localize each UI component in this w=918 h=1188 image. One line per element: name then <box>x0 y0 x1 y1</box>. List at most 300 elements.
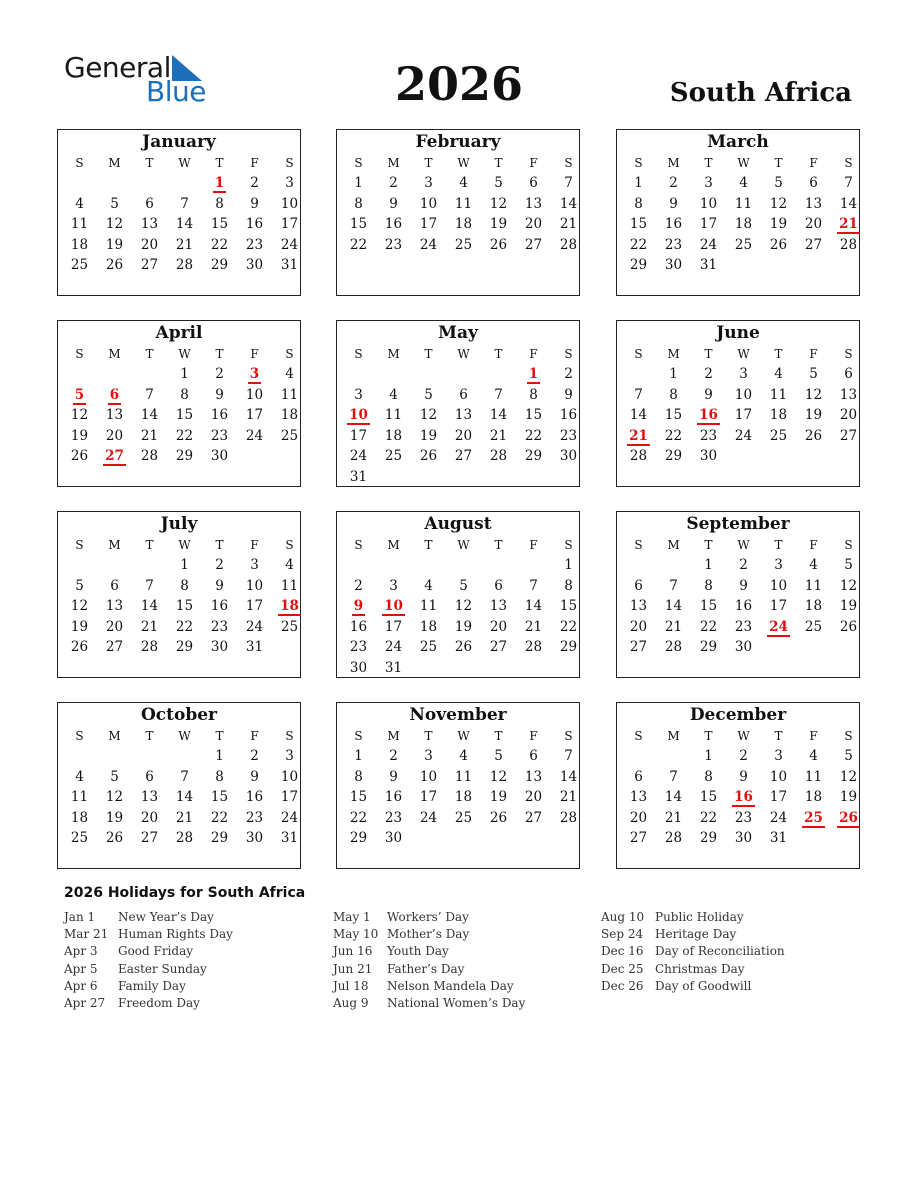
day-cell: 29 <box>699 830 718 847</box>
holiday-day-cell: 21 <box>839 216 858 233</box>
weekday-header: W <box>457 156 470 170</box>
month-august <box>336 511 580 678</box>
weekday-header: T <box>215 156 224 170</box>
day-cell: 12 <box>105 216 124 233</box>
weekday-header: M <box>387 729 400 743</box>
day-cell: 17 <box>280 216 299 233</box>
weekday-header: S <box>634 347 643 361</box>
day-cell: 19 <box>105 809 124 826</box>
day-cell: 14 <box>839 195 858 212</box>
day-cell: 2 <box>669 175 678 191</box>
day-cell: 19 <box>105 236 124 253</box>
day-cell: 24 <box>280 236 299 253</box>
day-cell: 3 <box>774 557 783 573</box>
month-february <box>336 129 580 296</box>
weekday-header: S <box>564 156 573 170</box>
day-cell: 27 <box>839 427 858 444</box>
month-grid <box>621 153 859 276</box>
weekday-header: M <box>108 156 121 170</box>
day-cell: 15 <box>210 789 229 806</box>
day-cell: 5 <box>809 366 818 382</box>
month-name: April <box>155 323 203 343</box>
day-cell: 27 <box>454 448 473 465</box>
logo-text-blue: Blue <box>146 75 206 108</box>
day-cell: 6 <box>634 577 643 594</box>
weekday-header: M <box>108 538 121 552</box>
day-cell: 2 <box>739 557 748 573</box>
day-cell: 10 <box>769 768 788 785</box>
weekday-header: M <box>387 347 400 361</box>
day-cell: 15 <box>699 789 718 806</box>
empty-cell <box>62 173 97 194</box>
empty-cell <box>341 555 376 576</box>
holiday-name: Public Holiday <box>655 910 744 924</box>
day-cell: 29 <box>210 257 229 274</box>
day-cell: 26 <box>105 257 124 274</box>
day-cell: 21 <box>559 216 578 233</box>
day-cell: 17 <box>349 427 368 444</box>
day-cell: 27 <box>804 236 823 253</box>
month-january <box>57 129 301 296</box>
holiday-row <box>601 978 785 995</box>
month-april <box>57 320 301 487</box>
day-cell: 27 <box>629 639 648 656</box>
holiday-date: Apr 6 <box>64 978 98 993</box>
day-cell: 9 <box>669 195 678 212</box>
day-cell: 13 <box>454 407 473 424</box>
holiday-row <box>601 961 785 978</box>
weekday-header: S <box>564 538 573 552</box>
day-cell: 8 <box>215 195 224 212</box>
day-cell: 7 <box>180 195 189 212</box>
day-cell: 4 <box>774 366 783 382</box>
day-cell: 13 <box>489 598 508 615</box>
day-cell: 3 <box>424 748 433 764</box>
day-cell: 21 <box>175 809 194 826</box>
day-cell: 8 <box>215 768 224 785</box>
empty-cell <box>411 364 446 385</box>
weekday-header: T <box>215 729 224 743</box>
empty-cell <box>62 555 97 576</box>
holiday-name: Day of Reconciliation <box>655 944 785 959</box>
day-cell: 4 <box>424 577 433 594</box>
holiday-row <box>333 943 525 960</box>
day-cell: 22 <box>524 427 543 444</box>
holiday-day-cell: 10 <box>349 407 368 424</box>
day-cell: 8 <box>704 768 713 785</box>
weekday-header: M <box>108 347 121 361</box>
day-cell: 4 <box>389 386 398 403</box>
day-cell: 13 <box>629 789 648 806</box>
holiday-date: Jun 21 <box>333 961 373 976</box>
weekday-header: M <box>667 347 680 361</box>
day-cell: 30 <box>210 448 229 465</box>
holiday-date: Apr 27 <box>64 996 106 1011</box>
day-cell: 28 <box>559 236 578 253</box>
weekday-header: M <box>387 156 400 170</box>
day-cell: 16 <box>245 789 264 806</box>
day-cell: 5 <box>494 175 503 191</box>
day-cell: 11 <box>419 598 438 615</box>
day-cell: 21 <box>664 618 683 635</box>
empty-cell <box>97 364 132 385</box>
day-cell: 20 <box>629 809 648 826</box>
day-cell: 9 <box>389 195 398 212</box>
holiday-name: Father’s Day <box>387 961 465 976</box>
day-cell: 3 <box>285 175 294 191</box>
weekday-header: F <box>250 347 259 361</box>
day-cell: 3 <box>285 748 294 764</box>
page-title-year: 2026 <box>394 57 524 111</box>
holiday-row <box>601 926 785 943</box>
holiday-name: New Year’s Day <box>118 910 214 924</box>
weekday-header: W <box>737 347 750 361</box>
month-grid <box>62 153 300 276</box>
weekday-header: S <box>354 156 363 170</box>
weekday-header: F <box>809 156 818 170</box>
month-name: January <box>142 132 216 152</box>
month-name: August <box>424 514 492 534</box>
day-cell: 16 <box>664 216 683 233</box>
month-name: November <box>409 705 507 725</box>
day-cell: 3 <box>424 175 433 191</box>
month-grid <box>341 726 579 849</box>
day-cell: 3 <box>354 386 363 403</box>
weekday-header: T <box>424 156 433 170</box>
day-cell: 18 <box>280 407 299 424</box>
month-name: February <box>415 132 501 152</box>
holiday-date: Aug 9 <box>333 996 369 1011</box>
day-cell: 31 <box>699 257 718 274</box>
weekday-header: F <box>250 729 259 743</box>
holiday-row <box>333 909 525 926</box>
weekday-header: T <box>774 538 783 552</box>
day-cell: 3 <box>250 557 259 573</box>
weekday-header: T <box>704 347 713 361</box>
day-cell: 20 <box>489 618 508 635</box>
empty-cell <box>656 746 691 767</box>
day-cell: 10 <box>769 577 788 594</box>
day-cell: 16 <box>384 789 403 806</box>
day-cell: 12 <box>70 598 89 615</box>
day-cell: 20 <box>839 407 858 424</box>
weekday-header: M <box>108 729 121 743</box>
day-cell: 4 <box>75 195 84 212</box>
weekday-header: T <box>424 538 433 552</box>
day-cell: 26 <box>489 236 508 253</box>
day-cell: 25 <box>454 809 473 826</box>
day-cell: 25 <box>280 618 299 635</box>
day-cell: 18 <box>419 618 438 635</box>
day-cell: 12 <box>419 407 438 424</box>
day-cell: 8 <box>669 386 678 403</box>
day-cell: 29 <box>349 830 368 847</box>
month-may <box>336 320 580 487</box>
holiday-date: Aug 10 <box>601 910 645 924</box>
day-cell: 6 <box>110 577 119 594</box>
day-cell: 28 <box>664 639 683 656</box>
weekday-header: T <box>424 729 433 743</box>
day-cell: 3 <box>739 366 748 382</box>
day-cell: 1 <box>634 175 643 191</box>
day-cell: 17 <box>769 789 788 806</box>
day-cell: 14 <box>559 768 578 785</box>
day-cell: 31 <box>280 257 299 274</box>
weekday-header: S <box>75 538 84 552</box>
weekday-header: W <box>178 156 191 170</box>
day-cell: 1 <box>564 557 573 573</box>
day-cell: 4 <box>459 748 468 764</box>
day-cell: 5 <box>75 577 84 594</box>
empty-cell <box>446 364 481 385</box>
day-cell: 27 <box>140 830 159 847</box>
day-cell: 12 <box>70 407 89 424</box>
day-cell: 23 <box>559 427 578 444</box>
day-cell: 22 <box>699 809 718 826</box>
day-cell: 26 <box>804 427 823 444</box>
weekday-header: T <box>145 156 154 170</box>
day-cell: 9 <box>250 768 259 785</box>
day-cell: 2 <box>250 748 259 764</box>
day-cell: 21 <box>559 789 578 806</box>
country-title: South Africa <box>669 78 852 108</box>
day-cell: 12 <box>839 577 858 594</box>
day-cell: 16 <box>349 618 368 635</box>
holiday-day-cell: 6 <box>109 386 120 403</box>
day-cell: 19 <box>454 618 473 635</box>
holiday-day-cell: 26 <box>839 809 858 826</box>
day-cell: 11 <box>769 386 788 403</box>
day-cell: 16 <box>559 407 578 424</box>
day-cell: 7 <box>494 386 503 403</box>
weekday-header: W <box>457 729 470 743</box>
holiday-name: Nelson Mandela Day <box>387 978 514 993</box>
day-cell: 2 <box>215 557 224 573</box>
day-cell: 15 <box>349 789 368 806</box>
empty-cell <box>132 173 167 194</box>
weekday-header: S <box>634 156 643 170</box>
day-cell: 5 <box>110 768 119 785</box>
holiday-name: Youth Day <box>387 944 449 959</box>
day-cell: 18 <box>454 789 473 806</box>
day-cell: 31 <box>245 639 264 656</box>
empty-cell <box>516 555 551 576</box>
day-cell: 4 <box>809 557 818 573</box>
day-cell: 23 <box>664 236 683 253</box>
day-cell: 22 <box>175 618 194 635</box>
holiday-day-cell: 16 <box>734 789 753 806</box>
day-cell: 8 <box>354 768 363 785</box>
day-cell: 20 <box>105 427 124 444</box>
day-cell: 10 <box>245 386 264 403</box>
month-grid <box>62 344 300 467</box>
day-cell: 10 <box>280 195 299 212</box>
day-cell: 13 <box>524 768 543 785</box>
day-cell: 14 <box>140 598 159 615</box>
day-cell: 9 <box>389 768 398 785</box>
day-cell: 14 <box>175 216 194 233</box>
day-cell: 29 <box>210 830 229 847</box>
day-cell: 21 <box>140 427 159 444</box>
holiday-name: Good Friday <box>118 944 194 959</box>
day-cell: 31 <box>769 830 788 847</box>
empty-cell <box>446 555 481 576</box>
holiday-date: Dec 16 <box>601 944 644 959</box>
day-cell: 27 <box>105 639 124 656</box>
day-cell: 10 <box>699 195 718 212</box>
day-cell: 8 <box>180 386 189 403</box>
day-cell: 15 <box>175 407 194 424</box>
day-cell: 15 <box>524 407 543 424</box>
weekday-header: T <box>215 538 224 552</box>
holiday-date: Dec 26 <box>601 978 644 993</box>
weekday-header: T <box>704 156 713 170</box>
day-cell: 28 <box>140 639 159 656</box>
day-cell: 26 <box>839 618 858 635</box>
day-cell: 24 <box>245 618 264 635</box>
day-cell: 13 <box>140 789 159 806</box>
day-cell: 11 <box>454 768 473 785</box>
day-cell: 28 <box>175 830 194 847</box>
weekday-header: T <box>704 729 713 743</box>
holiday-row <box>601 943 785 960</box>
weekday-header: S <box>844 347 853 361</box>
day-cell: 24 <box>769 809 788 826</box>
day-cell: 11 <box>734 195 753 212</box>
day-cell: 10 <box>245 577 264 594</box>
day-cell: 14 <box>489 407 508 424</box>
day-cell: 1 <box>354 175 363 191</box>
holiday-name: Family Day <box>118 978 186 993</box>
weekday-header: S <box>634 538 643 552</box>
day-cell: 22 <box>175 427 194 444</box>
holiday-column <box>64 909 233 1012</box>
day-cell: 7 <box>844 175 853 191</box>
empty-cell <box>167 746 202 767</box>
holiday-day-cell: 25 <box>804 809 823 826</box>
holiday-name: Freedom Day <box>118 996 200 1011</box>
day-cell: 20 <box>140 236 159 253</box>
weekday-header: S <box>75 729 84 743</box>
day-cell: 14 <box>140 407 159 424</box>
day-cell: 31 <box>349 468 368 485</box>
holiday-name: National Women’s Day <box>387 996 526 1011</box>
month-name: September <box>686 514 790 534</box>
weekday-header: T <box>704 538 713 552</box>
day-cell: 19 <box>769 216 788 233</box>
holiday-date: Apr 5 <box>64 961 98 976</box>
day-cell: 25 <box>454 236 473 253</box>
empty-cell <box>97 173 132 194</box>
day-cell: 28 <box>839 236 858 253</box>
day-cell: 28 <box>489 448 508 465</box>
holiday-column <box>601 909 785 995</box>
month-name: March <box>707 132 769 152</box>
day-cell: 28 <box>629 448 648 465</box>
day-cell: 7 <box>669 577 678 594</box>
month-march <box>616 129 860 296</box>
holiday-row <box>64 961 233 978</box>
day-cell: 25 <box>280 427 299 444</box>
month-name: October <box>140 705 217 725</box>
day-cell: 25 <box>734 236 753 253</box>
weekday-header: S <box>844 156 853 170</box>
day-cell: 26 <box>489 809 508 826</box>
day-cell: 18 <box>804 598 823 615</box>
day-cell: 15 <box>559 598 578 615</box>
day-cell: 9 <box>215 577 224 594</box>
empty-cell <box>132 746 167 767</box>
day-cell: 21 <box>489 427 508 444</box>
day-cell: 5 <box>844 748 853 764</box>
day-cell: 30 <box>699 448 718 465</box>
day-cell: 27 <box>524 236 543 253</box>
weekday-header: W <box>457 538 470 552</box>
day-cell: 17 <box>245 407 264 424</box>
holiday-day-cell: 21 <box>629 427 648 444</box>
day-cell: 25 <box>804 618 823 635</box>
day-cell: 28 <box>140 448 159 465</box>
day-cell: 17 <box>769 598 788 615</box>
day-cell: 30 <box>349 659 368 676</box>
holiday-date: Dec 25 <box>601 961 644 976</box>
empty-cell <box>62 746 97 767</box>
day-cell: 10 <box>419 195 438 212</box>
day-cell: 5 <box>459 577 468 594</box>
empty-cell <box>481 364 516 385</box>
weekday-header: W <box>737 729 750 743</box>
day-cell: 20 <box>804 216 823 233</box>
day-cell: 10 <box>280 768 299 785</box>
day-cell: 2 <box>389 175 398 191</box>
day-cell: 6 <box>529 748 538 764</box>
day-cell: 21 <box>664 809 683 826</box>
day-cell: 20 <box>524 789 543 806</box>
day-cell: 29 <box>175 639 194 656</box>
weekday-header: T <box>494 538 503 552</box>
day-cell: 6 <box>494 577 503 594</box>
day-cell: 17 <box>419 216 438 233</box>
weekday-header: S <box>285 156 294 170</box>
day-cell: 1 <box>354 748 363 764</box>
weekday-header: W <box>178 538 191 552</box>
weekday-header: T <box>145 347 154 361</box>
day-cell: 13 <box>839 386 858 403</box>
day-cell: 27 <box>140 257 159 274</box>
day-cell: 5 <box>844 557 853 573</box>
weekday-header: S <box>75 347 84 361</box>
holiday-day-cell: 18 <box>280 598 299 615</box>
empty-cell <box>97 746 132 767</box>
day-cell: 1 <box>704 748 713 764</box>
day-cell: 5 <box>774 175 783 191</box>
day-cell: 7 <box>564 748 573 764</box>
day-cell: 30 <box>245 257 264 274</box>
day-cell: 17 <box>699 216 718 233</box>
month-september <box>616 511 860 678</box>
holiday-date: May 10 <box>333 927 379 942</box>
holiday-row <box>601 909 785 926</box>
day-cell: 30 <box>210 639 229 656</box>
day-cell: 24 <box>245 427 264 444</box>
day-cell: 29 <box>699 639 718 656</box>
month-name: July <box>160 514 198 534</box>
day-cell: 1 <box>215 748 224 764</box>
holiday-day-cell: 5 <box>74 386 85 403</box>
day-cell: 21 <box>524 618 543 635</box>
weekday-header: T <box>424 347 433 361</box>
holiday-row <box>333 995 525 1012</box>
